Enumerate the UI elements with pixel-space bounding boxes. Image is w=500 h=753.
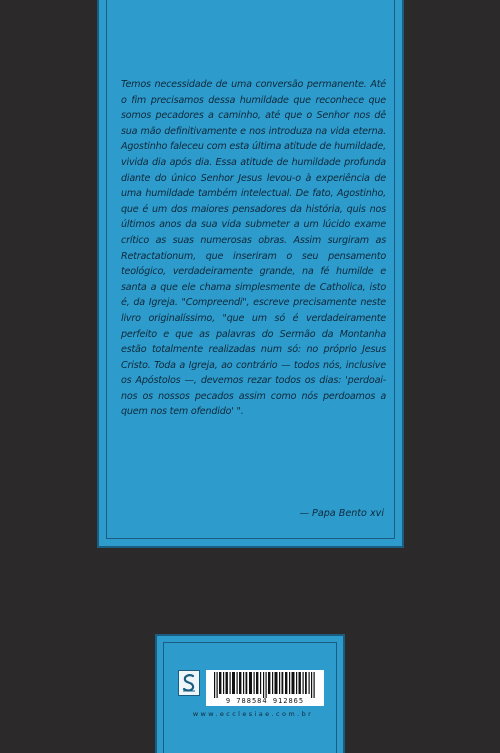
barcode-digits: 9 788584 912865: [225, 697, 305, 705]
ecclesiae-logo-icon: [178, 670, 200, 696]
logo-glyph: [179, 671, 199, 695]
barcode-bars: [206, 670, 324, 698]
quote-text: Temos necessidade de uma conversão permanente. Até o fim precisamos dessa humildade que reconhece que somos pecadores a caminho, até que o Senhor nos dê sua mão definitivamente e nos introduza na vida eterna. Agostinho faleceu com esta última atitude de humildade, vivida dia após dia. Essa atitude de humildade profunda diante do único Senhor Jesus levou-o à experiência de uma humildade também intelectual. De fato, Agostinho, que é um dos maiores pensadores da história, quis nos últimos anos da sua vida submeter a um lúcido exame crítico as suas numerosas obras. Assim surgiram as Retractationum, que inseriram o seu pensamento teológico, verdadeiramente grande, na fé humilde e santa a que ele chama simplesmente de Catholica, isto é, da Igreja. "Compreendi", escreve precisamente neste livro originalíssimo, "que um só é verdadeiramente perfeito e que as palavras do Sermão da Montanha estão totalmente realizadas num só: no próprio Jesus Cristo. Toda a Igreja, ao contrário — todos nós, inclusive os Apóstolos —, devemos rezar todos os dias: 'perdoai-nos os nossos pecados assim como nós perdoamos a quem nos tem ofendido' ".: [121, 79, 386, 418]
publisher-url: www.ecclesiae.com.br: [192, 710, 314, 718]
quote-attribution: — Papa Bento xvi: [299, 508, 384, 519]
barcode: [206, 670, 324, 706]
